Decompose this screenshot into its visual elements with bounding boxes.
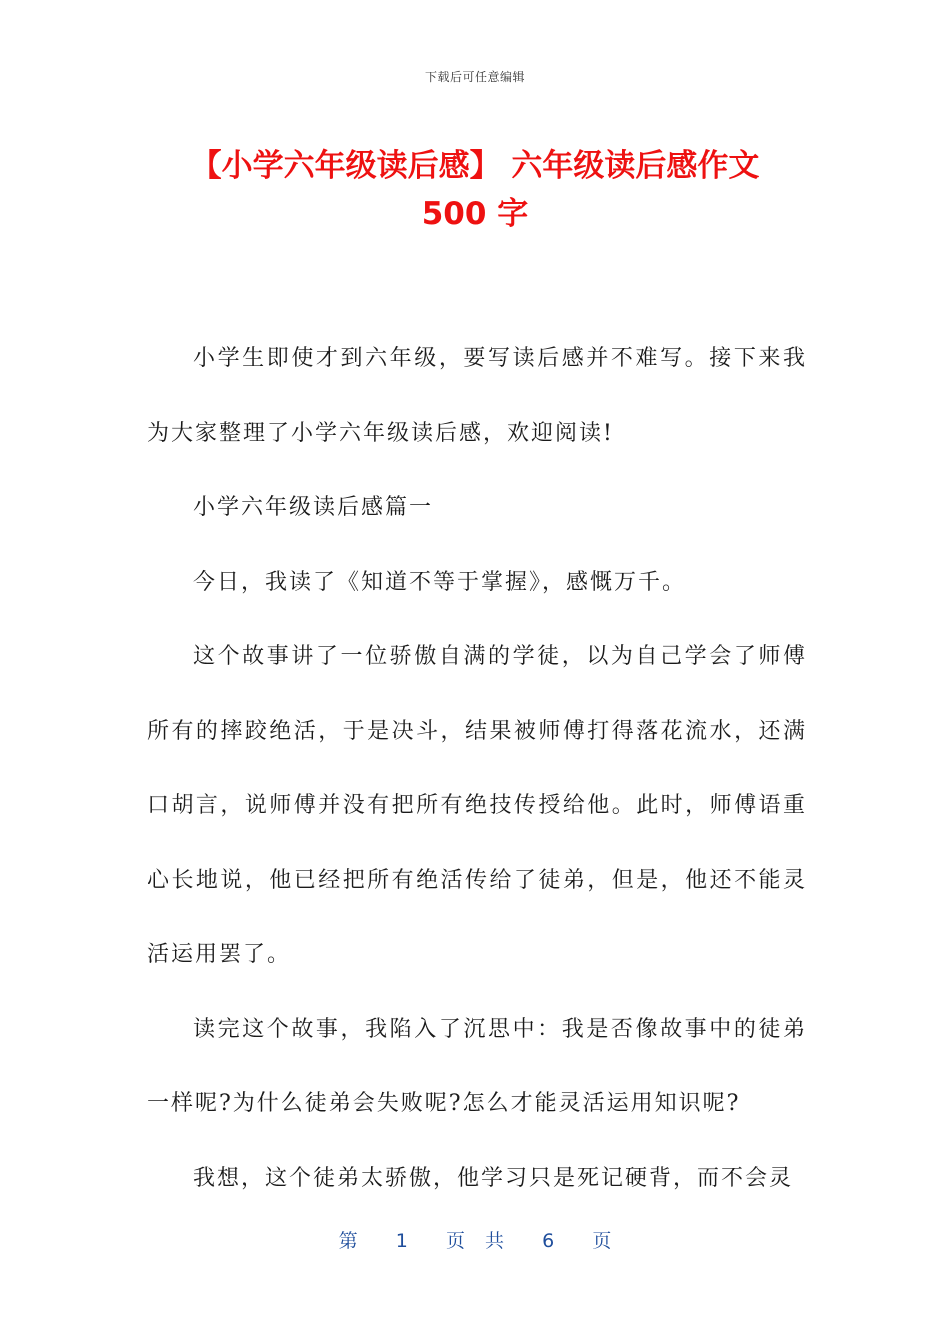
page-number-footer <box>0 1226 950 1253</box>
paragraph-intro: 小学生即使才到六年级，要写读后感并不难写。接下来我为大家整理了小学六年级读后感，欢迎阅读! <box>147 346 807 446</box>
footer-current-page: 1 <box>395 1230 408 1252</box>
paragraph-thoughts: 我想，这个徒弟太骄傲，他学习只是死记硬背，而不会灵 <box>193 1165 794 1191</box>
paragraph-opening: 今日，我读了《知道不等于掌握》，感慨万千。 <box>193 569 687 595</box>
footer-page-label: 第 <box>338 1230 358 1252</box>
paragraph-story: 这个故事讲了一位骄傲自满的学徒，以为自己学会了师傅所有的摔跤绝活，于是决斗，结果被师傅打得落花流水，还满口胡言，说师傅并没有把所有绝技传授给他。此时，师傅语重心长地说，他已经把所有绝活传给了徒弟，但是，他还不能灵活运用罢了。 <box>147 644 807 967</box>
document-body <box>147 322 807 1216</box>
document-title-line-1: 【小学六年级读后感】 六年级读后感作文 <box>190 148 760 184</box>
footer-total-unit: 页 <box>592 1230 612 1252</box>
footer-page-unit: 页 <box>445 1230 465 1252</box>
paragraph-reflection: 读完这个故事，我陷入了沉思中：我是否像故事中的徒弟一样呢?为什么徒弟会失败呢?怎么才能灵活运用知识呢? <box>147 1016 807 1116</box>
footer-total-label: 共 <box>485 1230 505 1252</box>
page-header-note: 下载后可任意编辑 <box>424 70 525 84</box>
document-title-line-2: 500 字 <box>421 196 529 232</box>
footer-total-pages: 6 <box>542 1230 555 1252</box>
document-title <box>120 142 830 238</box>
paragraph-section-heading: 小学六年级读后感篇一 <box>193 495 434 520</box>
